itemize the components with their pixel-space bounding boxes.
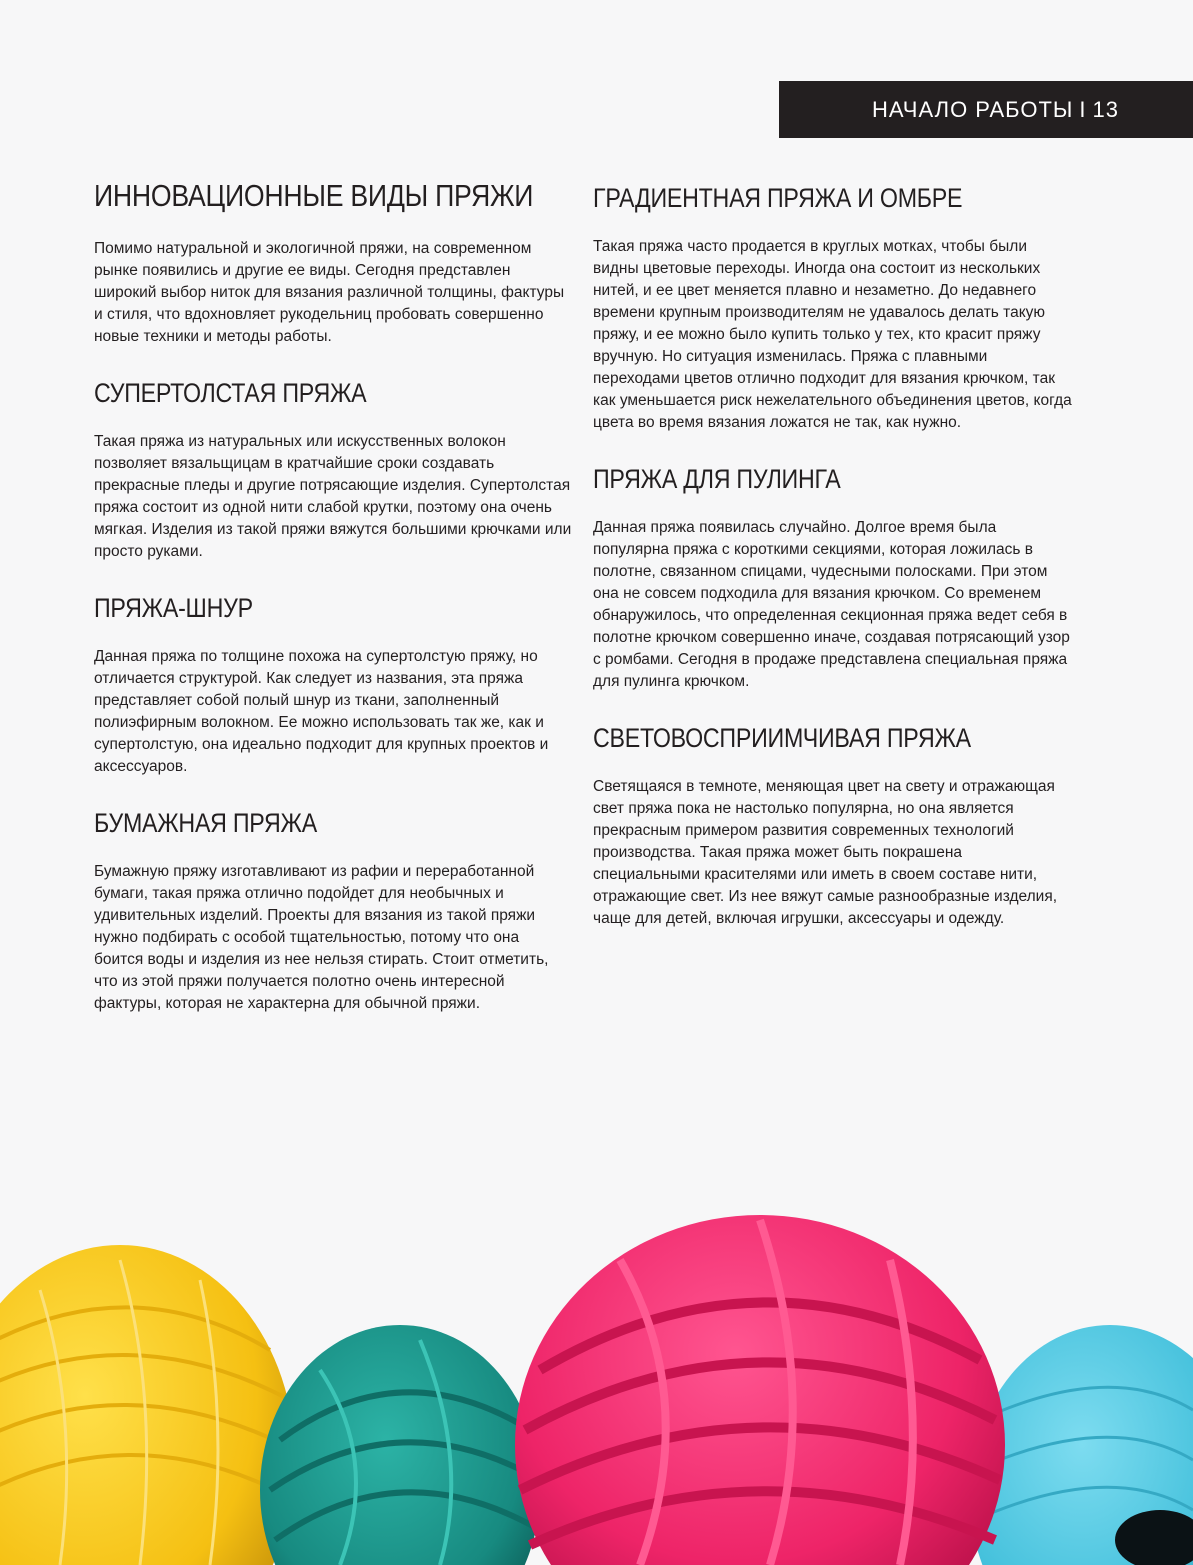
section-heading: СВЕТОВОСПРИИМЧИВАЯ ПРЯЖА <box>593 723 971 753</box>
section-text: Помимо натуральной и экологичной пряжи, на современном рынке появились и другие ее виды. Сегодня представлен широкий выбор ниток для вязания различной толщины, фактуры и стиля, что вдохновляет рукодельниц пробовать совершенно новые техники и методы работы. <box>94 240 565 345</box>
section-heading: СУПЕРТОЛСТАЯ ПРЯЖА <box>94 378 367 408</box>
teal-yarn-ball <box>260 1325 540 1565</box>
yarn-balls-photo <box>0 1200 1193 1565</box>
section-heading: ПРЯЖА ДЛЯ ПУЛИНГА <box>593 464 841 494</box>
section-text: Светящаяся в темноте, меняющая цвет на свету и отражающая свет пряжа пока не настолько популярна, но она является прекрасным примером развития современных технологий производства. Такая пряжа может быть покрашена специальными красителями или иметь в своем составе нити, отражающие свет. Из нее вяжут самые разнообразные изделия, чаще для детей, включая игрушки, аксессуары и одежду. <box>593 778 1058 927</box>
header-separator: I <box>1079 96 1087 122</box>
running-header <box>779 81 1193 138</box>
yellow-yarn-ball <box>0 1245 295 1565</box>
section-heading: ИННОВАЦИОННЫЕ ВИДЫ ПРЯЖИ <box>94 178 534 213</box>
section-heading: ГРАДИЕНТНАЯ ПРЯЖА И ОМБРЕ <box>593 183 963 213</box>
section-heading: ПРЯЖА-ШНУР <box>94 593 253 623</box>
section-text: Такая пряжа из натуральных или искусственных волокон позволяет вязальщицам в кратчайшие сроки создавать прекрасные пледы и другие потрясающие изделия. Супертолстая пряжа состоит из одной нити слабой крутки, поэтому она очень мягкая. Изделия из такой пряжи вяжутся большими крючками или просто руками. <box>94 433 572 560</box>
pink-yarn-ball <box>515 1215 1005 1565</box>
section-text: Данная пряжа по толщине похожа на супертолстую пряжу, но отличается структурой. Как следует из названия, эта пряжа представляет собой полый шнур из ткани, заполненный полиэфирным волокном. Ее можно использовать так же, как и супертолстую, она идеально подходит для крупных проектов и аксессуаров. <box>94 648 549 775</box>
right-column <box>593 183 1073 960</box>
left-column <box>94 178 572 1045</box>
page-number: 13 <box>1092 96 1119 122</box>
section-heading: БУМАЖНАЯ ПРЯЖА <box>94 808 317 838</box>
section-title: НАЧАЛО РАБОТЫ <box>871 96 1074 122</box>
section-text: Бумажную пряжу изготавливают из рафии и переработанной бумаги, такая пряжа отлично подойдет для необычных и удивительных изделий. Проекты для вязания из такой пряжи нужно подбирать с особой тщательностью, потому что она боится воды и изделия из нее нельзя стирать. Стоит отметить, что из этой пряжи получается полотно очень интересной фактуры, которая не характерна для обычной пряжи. <box>94 863 549 1012</box>
section-text: Данная пряжа появилась случайно. Долгое время была популярна пряжа с короткими секциями, которая ложилась в полотне, связанном спицами, чудесными полосками. При этом она не совсем подходила для вязания крючком. Со временем обнаружилось, что определенная секционная пряжа ведет себя в полотне крючком совершенно иначе, создавая потрясающий узор с ромбами. Сегодня в продаже представлена специальная пряжа для пулинга крючком. <box>593 519 1070 690</box>
section-text: Такая пряжа часто продается в круглых мотках, чтобы были видны цветовые переходы. Иногда она состоит из нескольких нитей, и ее цвет меняется плавно и незаметно. До недавнего времени крупным производителям не удавалось делать такую пряжу, и ее можно было купить только у тех, кто красит пряжу вручную. Но ситуация изменилась. Пряжа с плавными переходами цветов отлично подходит для вязания крючком, так как уменьшается риск нежелательного объединения цветов, когда цвета во время вязания ложатся не так, как нужно. <box>593 238 1072 431</box>
